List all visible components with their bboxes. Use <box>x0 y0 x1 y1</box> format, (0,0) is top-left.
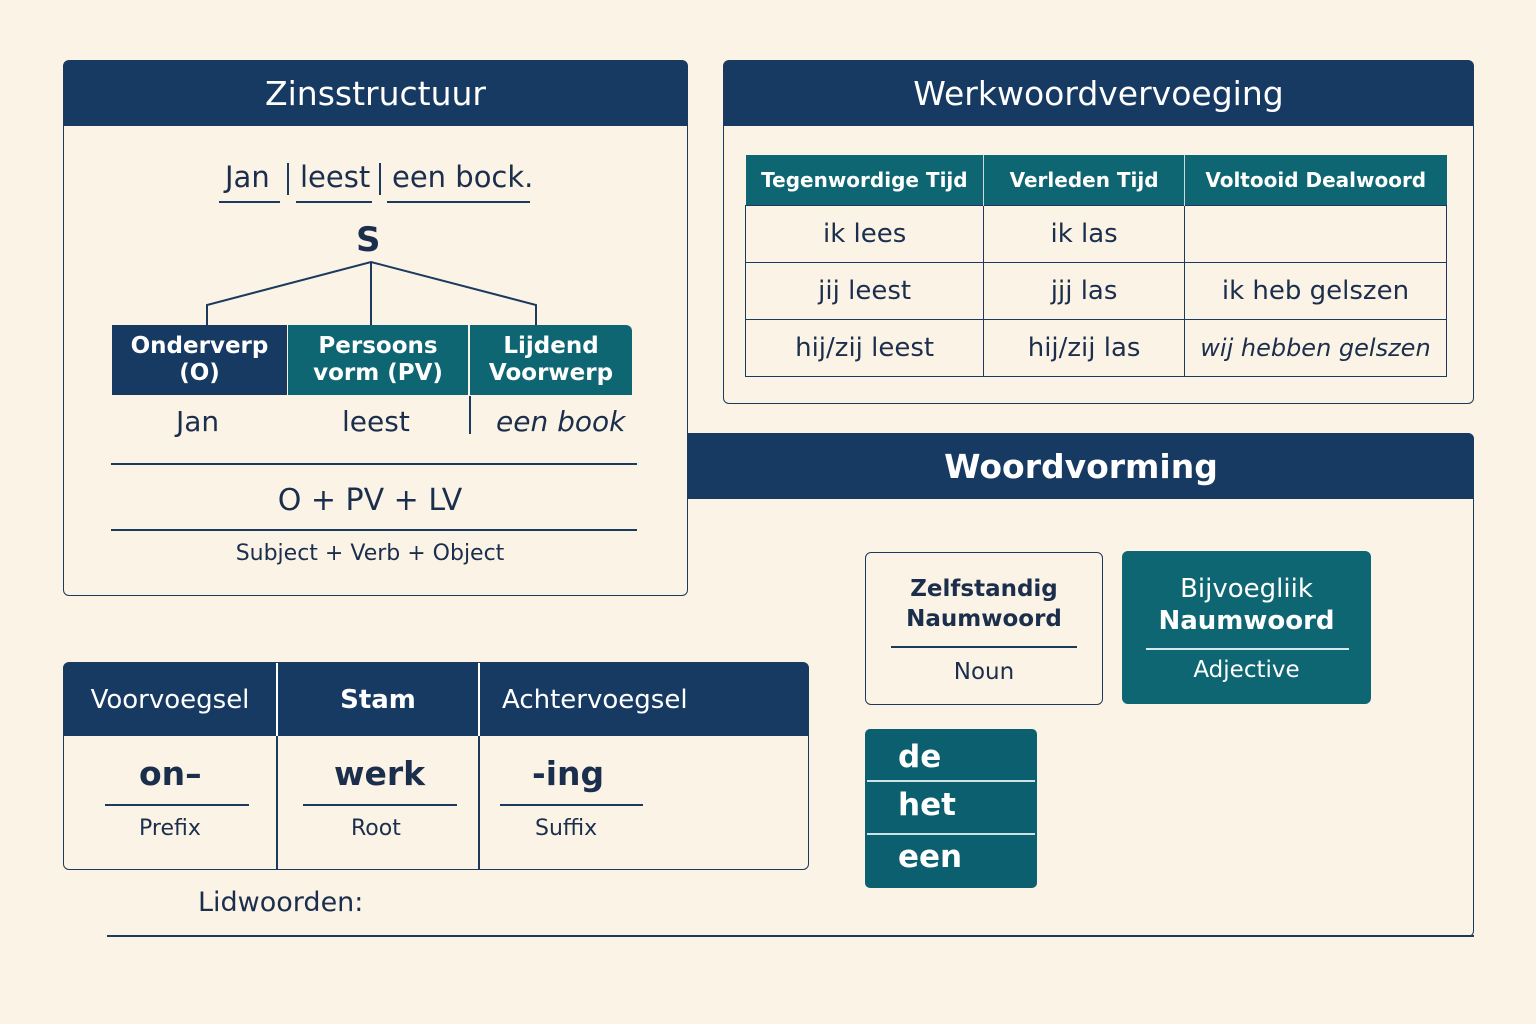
col-header-root <box>278 663 478 736</box>
article-het: het <box>898 787 956 823</box>
col-header-participle: Voltooid Dealwoord <box>1184 155 1446 206</box>
divider-line <box>105 804 249 806</box>
role-word-verb: leest <box>342 405 410 438</box>
col-header-past: Verleden Tijd <box>984 155 1185 206</box>
role-word-object: een book <box>496 405 626 438</box>
sentence-word-leest: leest <box>300 160 371 194</box>
woordvorming-title: Woordvorming <box>944 446 1218 486</box>
role-divider <box>469 396 471 434</box>
werkwoord-title: Werkwoordvervoeging <box>913 74 1284 113</box>
role-label: Lijdend <box>503 333 599 359</box>
col-header-label: Stam <box>340 684 416 715</box>
table-cell: jij leest <box>746 263 984 320</box>
adjective-label-line: Bijvoegliik <box>1180 574 1313 604</box>
role-label: Persoons <box>318 333 438 359</box>
divider-line <box>303 804 457 806</box>
article-de: de <box>898 739 942 775</box>
formula: O + PV + LV <box>277 483 463 518</box>
table-cell: hij/zij las <box>984 320 1185 377</box>
table-cell: jjj las <box>984 263 1185 320</box>
root-value: werk <box>334 754 426 793</box>
col-header-prefix <box>64 663 276 736</box>
woordvorming-header <box>688 433 1474 499</box>
adjective-english-label: Adjective <box>1193 657 1300 683</box>
articles-divider <box>867 833 1035 835</box>
divider-line <box>1146 648 1349 650</box>
table-cell: hij/zij leest <box>746 320 984 377</box>
role-word-subject: Jan <box>176 405 220 438</box>
column-divider-light <box>478 663 480 736</box>
sentence-word-object: een bock. <box>392 160 534 194</box>
divider-line <box>111 529 637 531</box>
lidwoorden-label: Lidwoorden: <box>198 887 364 918</box>
table-cell: ik lees <box>746 206 984 263</box>
sentence-word-jan: Jan <box>225 160 270 194</box>
tree-root-label: S <box>356 220 381 260</box>
role-lijdend-voorwerp-box <box>470 325 632 395</box>
zinsstructuur-title: Zinsstructuur <box>265 74 486 113</box>
tree-branches <box>0 0 700 340</box>
table-cell: wij hebben gelszen <box>1184 320 1446 377</box>
prefix-label: Prefix <box>139 816 201 841</box>
role-abbrev: vorm (PV) <box>313 360 443 386</box>
table-cell: ik heb gelszen <box>1184 263 1446 320</box>
werkwoord-header <box>724 61 1473 126</box>
col-header-suffix <box>502 663 802 736</box>
noun-dutch-label <box>865 574 1103 634</box>
articles-divider <box>867 780 1035 782</box>
root-label: Root <box>351 816 401 841</box>
divider-line <box>500 804 643 806</box>
col-header-label: Voorvoegsel <box>90 684 250 715</box>
adjective-dutch-label <box>1122 573 1371 637</box>
conjugation-header-row <box>746 155 1447 206</box>
role-persoonsvorm-box <box>288 325 468 395</box>
noun-label-line: Naumwoord <box>906 606 1062 632</box>
role-abbrev: (O) <box>179 360 220 386</box>
table-cell <box>1184 206 1446 263</box>
suffix-label: Suffix <box>535 816 598 841</box>
formula-gloss: Subject + Verb + Object <box>235 541 505 566</box>
col-header-present: Tegenwordige Tijd <box>746 155 984 206</box>
divider-line <box>111 463 637 465</box>
table-cell: ik las <box>984 206 1185 263</box>
woordvorming-bottom-line <box>107 935 1474 937</box>
noun-english-label: Noun <box>953 659 1015 685</box>
col-header-label: Achtervoegsel <box>502 684 688 715</box>
adjective-label-line: Naumwoord <box>1158 606 1335 636</box>
article-een: een <box>898 839 963 875</box>
prefix-value: on– <box>139 754 202 793</box>
suffix-value: -ing <box>532 754 605 793</box>
conjugation-table <box>745 155 1447 377</box>
table-row <box>746 206 1447 263</box>
table-row <box>746 263 1447 320</box>
role-onderwerp-box <box>112 325 287 395</box>
divider-line <box>891 646 1077 648</box>
table-row <box>746 320 1447 377</box>
role-label: Onderverp <box>130 333 269 359</box>
noun-label-line: Zelfstandig <box>910 576 1058 602</box>
role-abbrev: Voorwerp <box>488 360 614 386</box>
